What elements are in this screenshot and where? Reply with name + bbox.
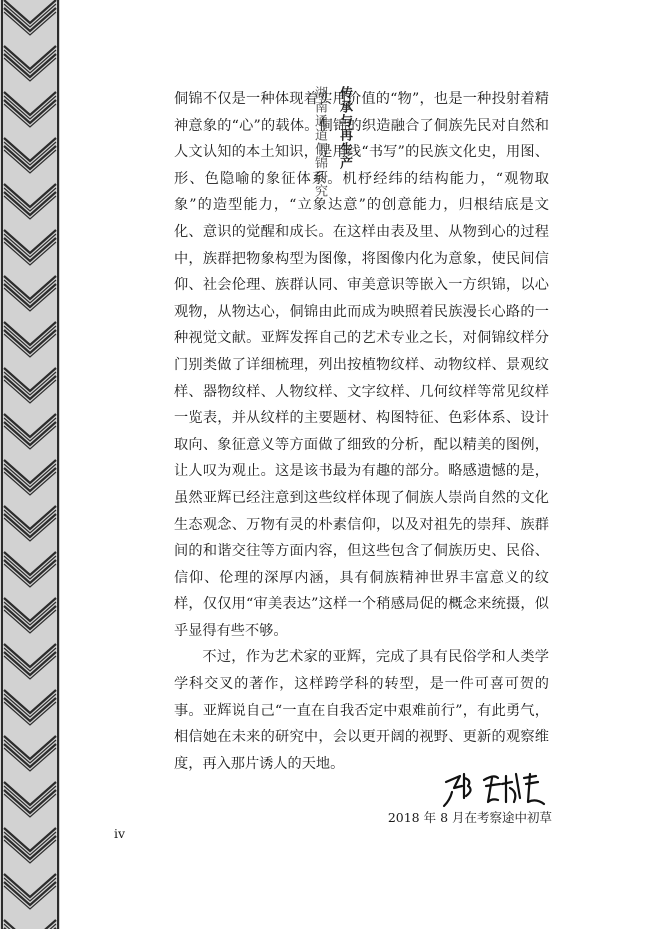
- page-number: iv: [114, 826, 126, 841]
- decorative-border: [0, 0, 60, 929]
- zigzag-pattern: [0, 0, 60, 929]
- paragraph-2: 不过，作为艺术家的亚辉，完成了具有民俗学和人类学学科交叉的著作，这样跨学科的转型，是一件可喜可贺的事。亚辉说自己“一直在自我否定中艰难前行”，有此勇气，相信她在未来的研究中，会以更开阔的视野、更新的观察维度，再入那片诱人的天地。: [174, 649, 549, 772]
- handwritten-signature: [440, 768, 550, 810]
- body-text: [174, 86, 549, 777]
- date-line: 2018 年 8 月在考察途中初草: [387, 810, 552, 825]
- book-title-sub: 湖南通道侗锦研究: [312, 86, 327, 198]
- paragraph-1: 侗锦不仅是一种体现着实用价值的“物”，也是一种投射着精神意象的“心”的载体。侗锦的织造融合了侗族先民对自然和人文认知的本土知识，是用线“书写”的民族文化史，用图、形、色隐喻的象征体系。机杼经纬的结构能力，“观物取象”的造型能力，“立象达意”的创意能力，归根结底是文化、意识的觉醒和成长。在这样由表及里、从物到心的过程中，族群把物象构型为图像，将图像内化为意象，使民间信仰、社会伦理、族群认同、审美意识等嵌入一方织锦，以心观物，从物达心，侗锦由此而成为映照着民族漫长心路的一种视觉文献。亚辉发挥自己的艺术专业之长，对侗锦纹样分门别类做了详细梳理，列出按植物纹样、动物纹样、景观纹样、器物纹样、人物纹样、文字纹样、几何纹样等常见纹样一览表，并从纹样的主要题材、构图特征、色彩体系、设计取向、象征意义等方面做了细致的分析，配以精美的图例，让人叹为观止。这是该书最为有趣的部分。略感遗憾的是，虽然亚辉已经注意到这些纹样体现了侗族人崇尚自然的文化生态观念、万物有灵的朴素信仰，以及对祖先的崇拜、族群间的和谐交往等方面内容，但这些包含了侗族历史、民俗、信仰、伦理的深厚内涵，具有侗族精神世界丰富意义的纹样，仅仅用“审美表达”这样一个稍感局促的概念来统摄，似乎显得有些不够。: [174, 91, 549, 639]
- book-title-main: 传承与再生产: [337, 86, 352, 170]
